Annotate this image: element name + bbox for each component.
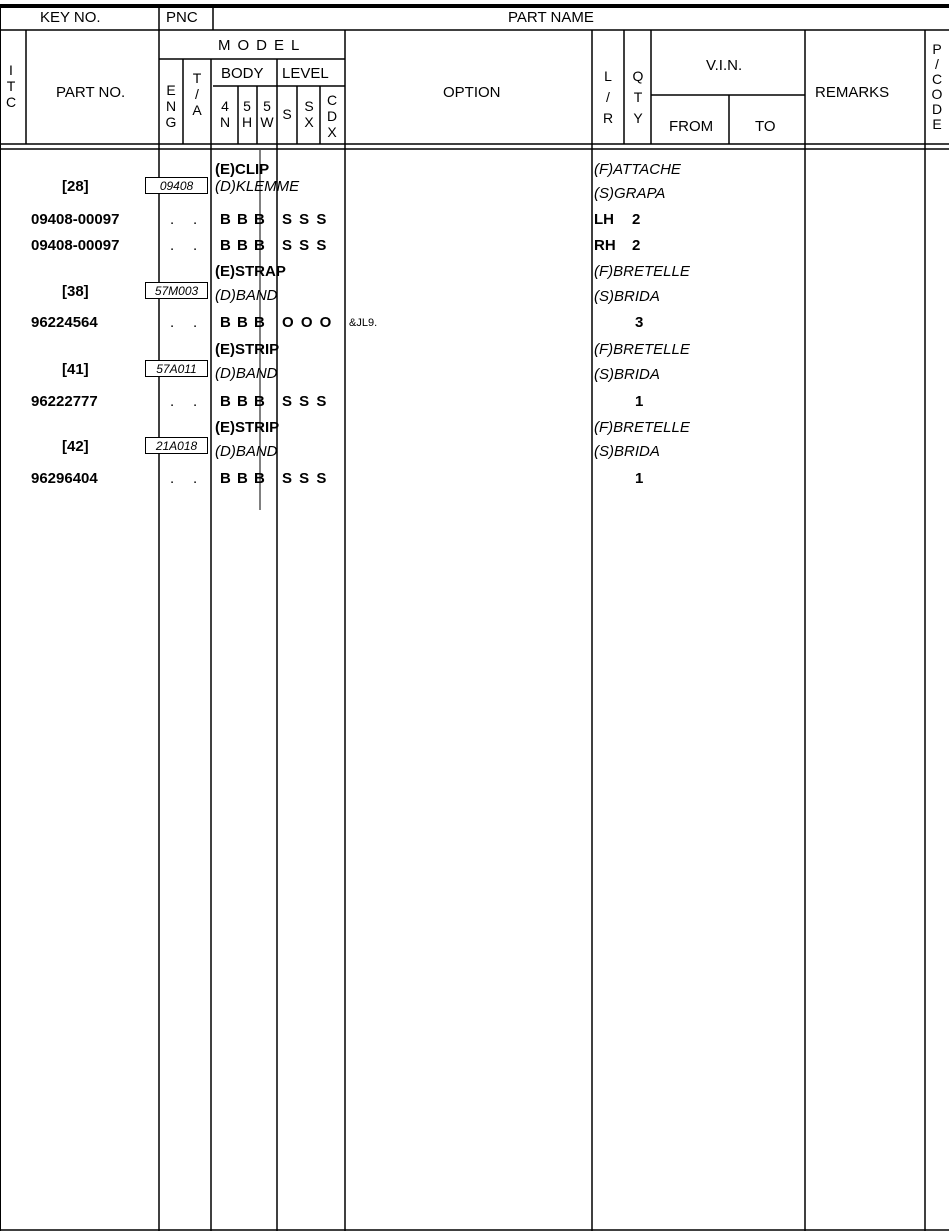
part-name-spanish: (S)BRIDA — [594, 288, 660, 305]
key-no: [42] — [62, 438, 89, 455]
remarks-header: REMARKS — [815, 84, 890, 101]
part-name-spanish: (S)BRIDA — [594, 443, 660, 460]
eng-value: . — [170, 314, 175, 331]
lr-header: L / R — [602, 68, 614, 126]
body-values: B B B — [220, 237, 265, 254]
part-name-french: (F)BRETELLE — [594, 263, 690, 280]
part-name-german: (D)BAND — [215, 287, 278, 304]
body-5h-header: 5 H — [241, 98, 253, 130]
model-header: MODEL — [218, 37, 307, 54]
part-name-french: (F)BRETELLE — [594, 341, 690, 358]
level-values: S S S — [282, 237, 327, 254]
pnc-header: PNC — [166, 9, 198, 26]
level-cdx-header: C D X — [326, 92, 338, 140]
body-values: B B B — [220, 393, 265, 410]
eng-header: E N G — [165, 82, 177, 130]
body-values: B B B — [220, 470, 265, 487]
part-name-english: (E)STRIP — [215, 419, 280, 436]
part-no[interactable]: 96224564 — [31, 314, 98, 331]
eng-value: . — [170, 393, 175, 410]
key-no: [28] — [62, 178, 89, 195]
part-name-header: PART NAME — [508, 9, 594, 26]
pcode-header: P / C O D E — [931, 41, 943, 132]
qty-value: 1 — [635, 470, 644, 487]
part-no[interactable]: 96296404 — [31, 470, 98, 487]
part-name-german: (D)BAND — [215, 365, 278, 382]
option-code: &JL9. — [349, 317, 378, 329]
part-no[interactable]: 96222777 — [31, 393, 98, 410]
part-no[interactable]: 09408-00097 — [31, 211, 120, 228]
pnc-box: 57M003 — [145, 282, 208, 299]
level-values: S S S — [282, 470, 327, 487]
body-values: B B B — [220, 211, 265, 228]
body-4n-header: 4 N — [219, 98, 231, 130]
qty-value: 3 — [635, 314, 644, 331]
vin-from-header: FROM — [669, 118, 714, 135]
part-name-spanish: (S)BRIDA — [594, 366, 660, 383]
level-sx-header: S X — [304, 98, 314, 130]
option-header: OPTION — [443, 84, 501, 101]
body-header: BODY — [221, 65, 264, 82]
level-values: S S S — [282, 211, 327, 228]
level-values: O O O — [282, 314, 332, 331]
itc-header: I T C — [5, 62, 17, 110]
key-no: [41] — [62, 361, 89, 378]
body-5w-header: 5 W — [260, 98, 274, 130]
part-name-french: (F)BRETELLE — [594, 419, 690, 436]
vin-header: V.I.N. — [706, 57, 743, 74]
ta-value: . — [193, 314, 198, 331]
qty-value: 2 — [632, 211, 641, 228]
vin-to-header: TO — [755, 118, 776, 135]
ta-value: . — [193, 470, 198, 487]
ta-header: T / A — [192, 70, 202, 118]
qty-header: Q T Y — [632, 68, 644, 126]
part-name-english: (E)CLIP — [215, 161, 270, 178]
level-s-header: S — [282, 106, 292, 122]
level-header: LEVEL — [282, 65, 329, 82]
eng-value: . — [170, 470, 175, 487]
eng-value: . — [170, 237, 175, 254]
part-name-spanish: (S)GRAPA — [594, 185, 666, 202]
part-name-english: (E)STRAP — [215, 263, 286, 280]
part-no[interactable]: 09408-00097 — [31, 237, 120, 254]
lr-value: RH — [594, 237, 616, 254]
qty-value: 1 — [635, 393, 644, 410]
part-name-german: (D)BAND — [215, 443, 278, 460]
body-values: B B B — [220, 314, 265, 331]
level-values: S S S — [282, 393, 327, 410]
ta-value: . — [193, 211, 198, 228]
eng-value: . — [170, 211, 175, 228]
part-name-german: (D)KLEMME — [215, 178, 300, 195]
lr-value: LH — [594, 211, 614, 228]
ta-value: . — [193, 393, 198, 410]
part-no-header: PART NO. — [56, 84, 126, 101]
qty-value: 2 — [632, 237, 641, 254]
part-name-french: (F)ATTACHE — [594, 161, 681, 178]
key-no-header: KEY NO. — [40, 9, 101, 26]
pnc-box: 09408 — [145, 177, 208, 194]
pnc-box: 57A011 — [145, 360, 208, 377]
pnc-box: 21A018 — [145, 437, 208, 454]
part-name-english: (E)STRIP — [215, 341, 280, 358]
key-no: [38] — [62, 283, 89, 300]
ta-value: . — [193, 237, 198, 254]
